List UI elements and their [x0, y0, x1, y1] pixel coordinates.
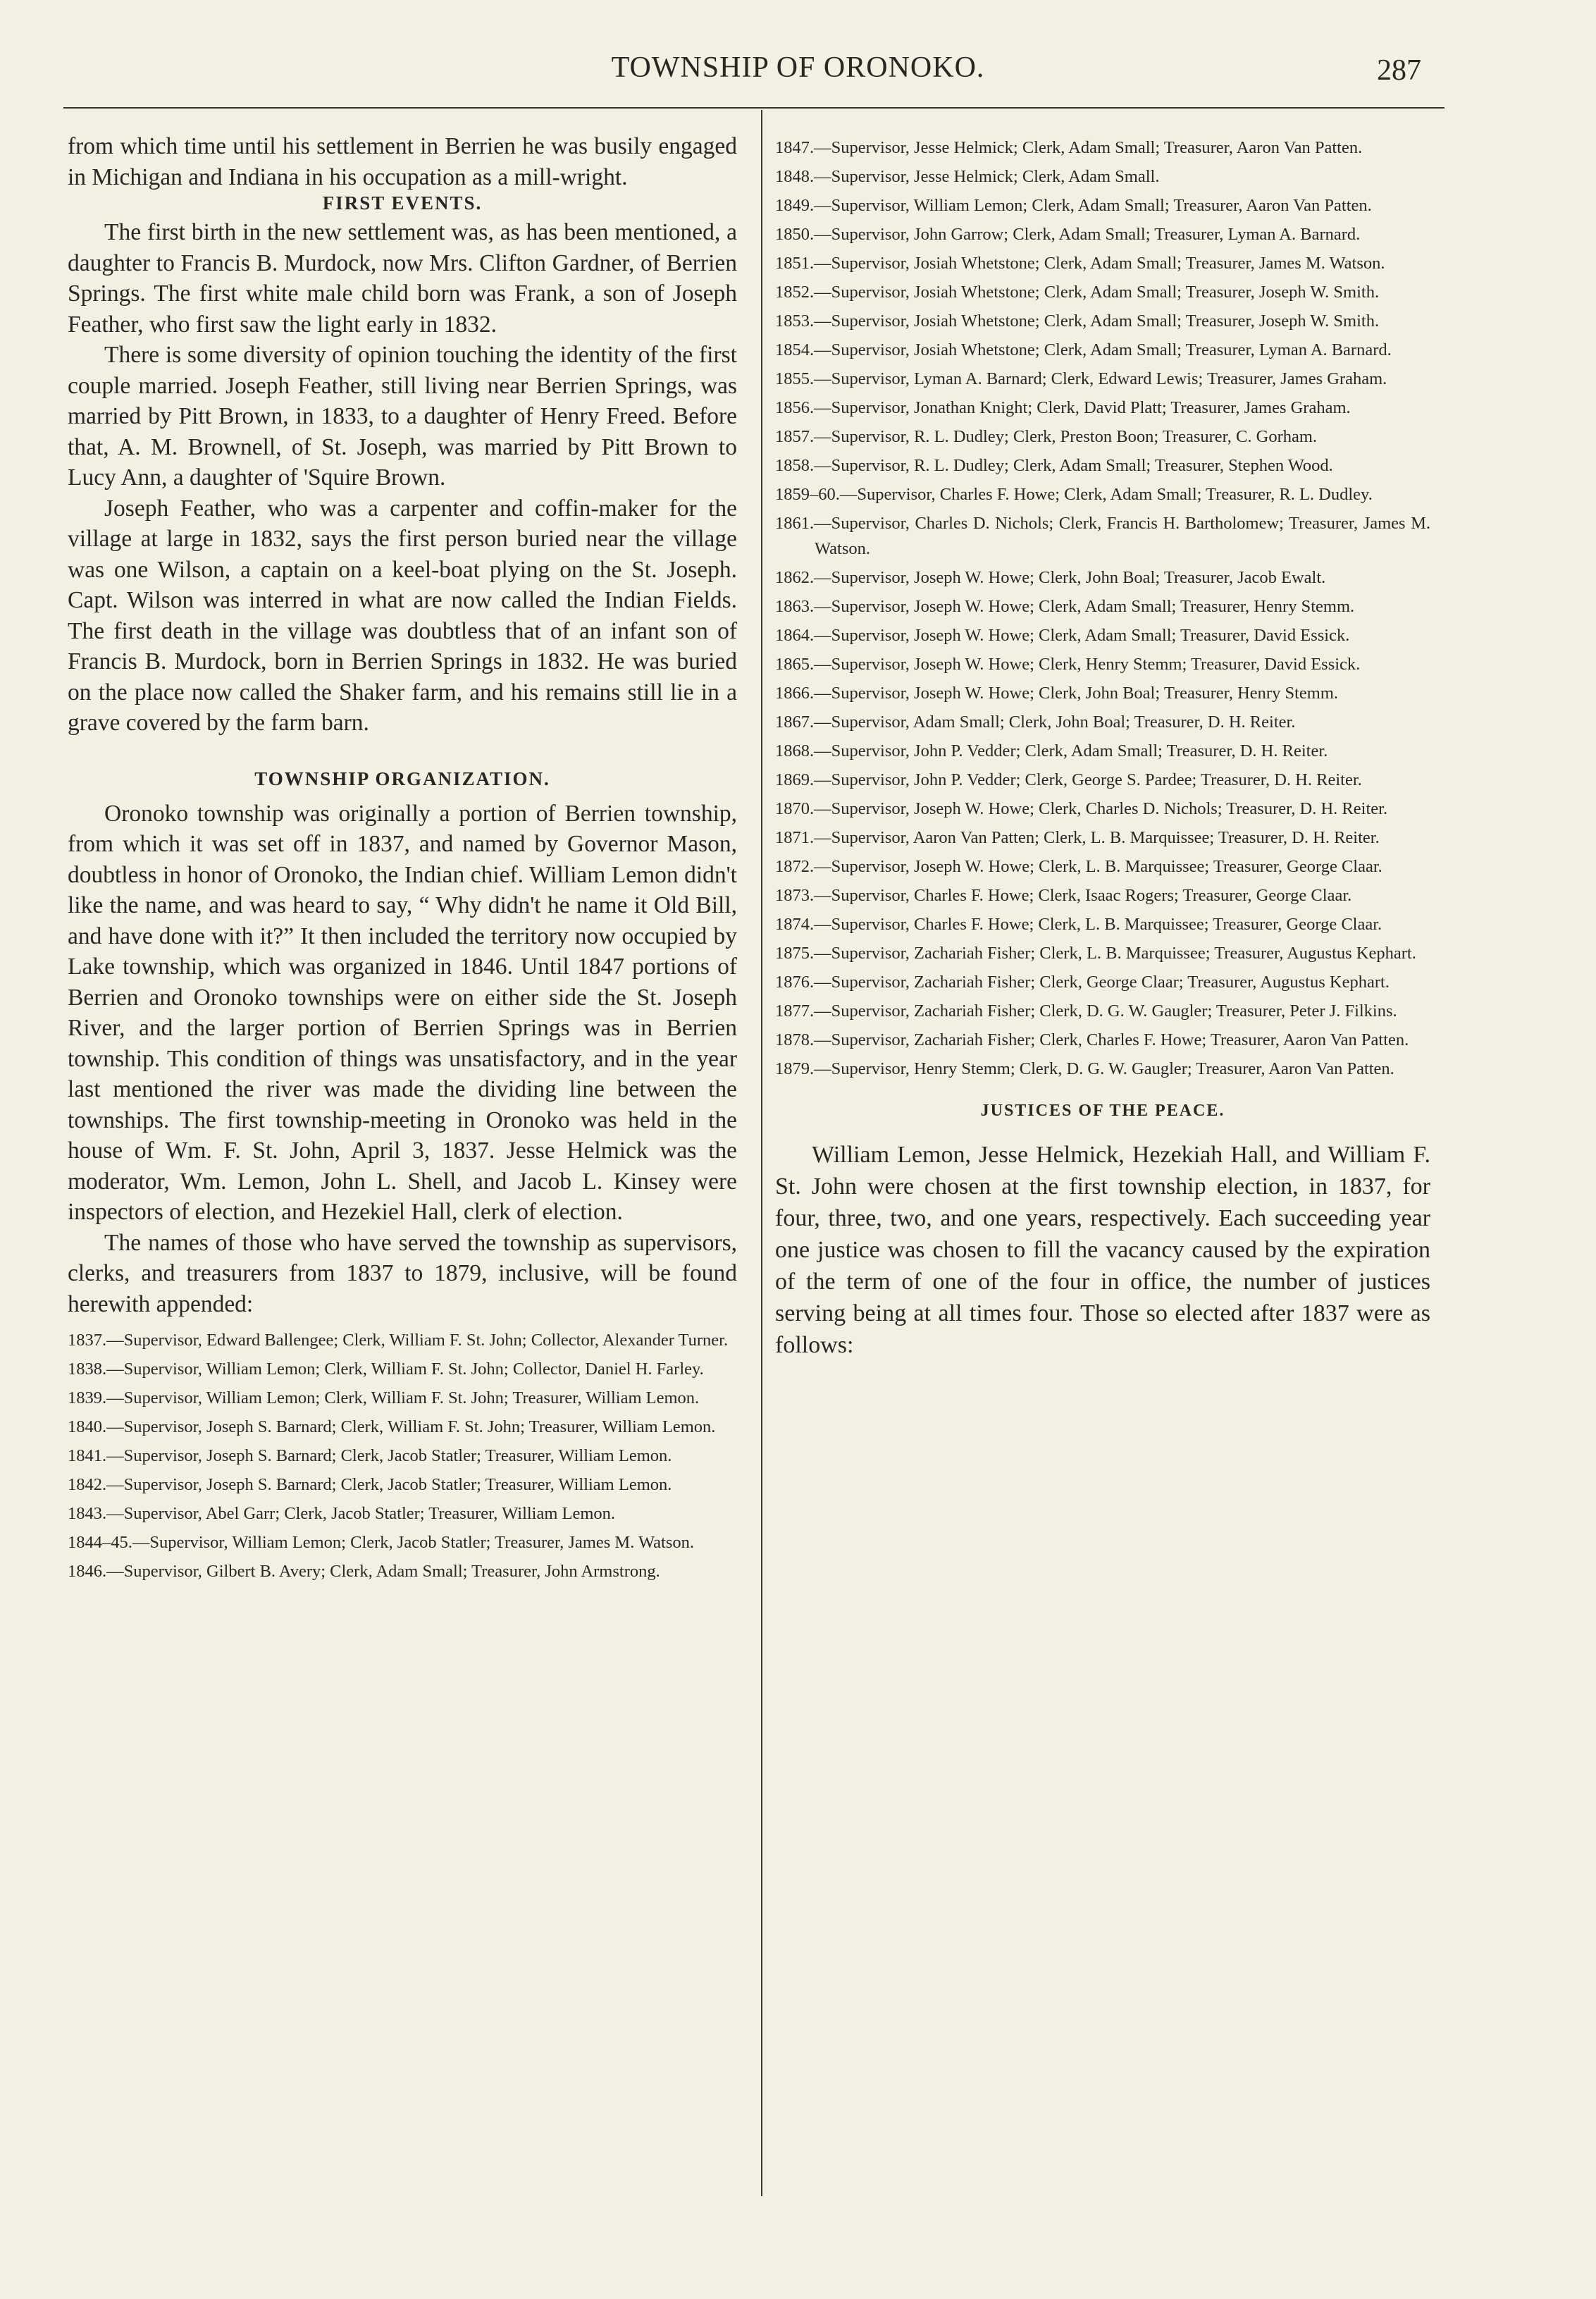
list-item: 1851.—Supervisor, Josiah Whetstone; Clerk, Adam Small; Treasurer, James M. Watson.: [775, 254, 1385, 273]
running-head: [0, 51, 1596, 100]
list-item: 1876.—Supervisor, Zachariah Fisher; Clerk, George Claar; Treasurer, Augustus Kephart.: [775, 973, 1390, 992]
list-item: 1862.—Supervisor, Joseph W. Howe; Clerk, John Boal; Treasurer, Jacob Ewalt.: [775, 568, 1326, 587]
list-item: 1837.—Supervisor, Edward Ballengee; Clerk, William F. St. John; Collector, Alexander Turner.: [68, 1331, 729, 1350]
paragraph: Joseph Feather, who was a carpenter and coffin-maker for the village at large in 1832, says the first person buried near the village was one Wilson, a captain on a keel-boat plying on the St. Joseph. Capt. Wilson was interred in what are now called the Indian Fields. The first death in the village was doubtless that of an infant son of Francis B. Murdock, born in Berrien Springs in 1832. He was buried on the place now called the Shaker farm, and his remains still lie in a grave covered by the farm barn.: [68, 495, 737, 736]
list-item: 1843.—Supervisor, Abel Garr; Clerk, Jacob Statler; Treasurer, William Lemon.: [68, 1504, 616, 1523]
list-item: 1838.—Supervisor, William Lemon; Clerk, William F. St. John; Collector, Daniel H. Farley.: [68, 1360, 704, 1379]
list-item: 1842.—Supervisor, Joseph S. Barnard; Clerk, Jacob Statler; Treasurer, William Lemon.: [68, 1475, 672, 1494]
list-item: 1859–60.—Supervisor, Charles F. Howe; Clerk, Adam Small; Treasurer, R. L. Dudley.: [775, 485, 1373, 504]
list-item: 1878.—Supervisor, Zachariah Fisher; Clerk, Charles F. Howe; Treasurer, Aaron Van Patten.: [775, 1030, 1409, 1049]
column-divider: [761, 110, 762, 2196]
list-item: 1847.—Supervisor, Jesse Helmick; Clerk, Adam Small; Treasurer, Aaron Van Patten.: [775, 138, 1363, 157]
list-item: 1840.—Supervisor, Joseph S. Barnard; Clerk, William F. St. John; Treasurer, William Lemon.: [68, 1417, 716, 1436]
paragraph: The names of those who have served the township as supervisors, clerks, and treasurers from 1837 to 1879, inclusive, will be found herewith appended:: [68, 1229, 737, 1317]
list-item: 1863.—Supervisor, Joseph W. Howe; Clerk, Adam Small; Treasurer, Henry Stemm.: [775, 597, 1355, 616]
list-item: 1867.—Supervisor, Adam Small; Clerk, John Boal; Treasurer, D. H. Reiter.: [775, 713, 1296, 732]
list-item: 1873.—Supervisor, Charles F. Howe; Clerk, Isaac Rogers; Treasurer, George Claar.: [775, 886, 1352, 905]
list-item: 1839.—Supervisor, William Lemon; Clerk, William F. St. John; Treasurer, William Lemon.: [68, 1388, 700, 1407]
list-item: 1846.—Supervisor, Gilbert B. Avery; Clerk, Adam Small; Treasurer, John Armstrong.: [68, 1562, 660, 1581]
list-item: 1856.—Supervisor, Jonathan Knight; Clerk, David Platt; Treasurer, James Graham.: [775, 398, 1351, 417]
page-number: 287: [1377, 54, 1421, 87]
officers-list-left: [68, 1328, 737, 1584]
list-item: 1857.—Supervisor, R. L. Dudley; Clerk, Preston Boon; Treasurer, C. Gorham.: [775, 427, 1318, 446]
list-item: 1841.—Supervisor, Joseph S. Barnard; Clerk, Jacob Statler; Treasurer, William Lemon.: [68, 1446, 672, 1465]
list-item: 1877.—Supervisor, Zachariah Fisher; Clerk, D. G. W. Gaugler; Treasurer, Peter J. Filkins.: [775, 1001, 1397, 1021]
list-item: 1853.—Supervisor, Josiah Whetstone; Clerk, Adam Small; Treasurer, Joseph W. Smith.: [775, 312, 1380, 331]
left-column: [68, 131, 737, 1588]
list-item: 1855.—Supervisor, Lyman A. Barnard; Clerk, Edward Lewis; Treasurer, James Graham.: [775, 369, 1387, 388]
list-item: 1854.—Supervisor, Josiah Whetstone; Clerk, Adam Small; Treasurer, Lyman A. Barnard.: [775, 340, 1392, 359]
first-events-heading: FIRST EVENTS.: [322, 192, 483, 214]
list-item: 1868.—Supervisor, John P. Vedder; Clerk, Adam Small; Treasurer, D. H. Reiter.: [775, 741, 1328, 760]
list-item: 1866.—Supervisor, Joseph W. Howe; Clerk, John Boal; Treasurer, Henry Stemm.: [775, 684, 1339, 703]
list-item: 1864.—Supervisor, Joseph W. Howe; Clerk, Adam Small; Treasurer, David Essick.: [775, 626, 1350, 645]
list-item: 1849.—Supervisor, William Lemon; Clerk, Adam Small; Treasurer, Aaron Van Patten.: [775, 196, 1372, 215]
list-item: 1872.—Supervisor, Joseph W. Howe; Clerk, L. B. Marquissee; Treasurer, George Claar.: [775, 857, 1382, 876]
paragraph: Oronoko township was originally a portion of Berrien township, from which it was set off in 1837, and named by Governor Mason, doubtless in honor of Oronoko, the Indian chief. William Lemon didn't like the name, and was heard to say, “ Why didn't he name it Old Bill, and have done with it?” It then included the territory now occupied by Lake township, which was organized in 1846. Until 1847 portions of Berrien and Oronoko townships were on either side the St. Joseph River, and the larger portion of Berrien Springs was in Berrien township. This condition of things was unsatisfactory, and in the year last mentioned the river was made the dividing line between the townships. The first township-meeting in Oronoko was held in the house of Wm. F. St. John, April 3, 1837. Jesse Helmick was the moderator, Wm. Lemon, John L. Shell, and Jacob L. Kinsey were inspectors of election, and Hezekiel Hall, clerk of election.: [68, 800, 737, 1225]
list-item: 1848.—Supervisor, Jesse Helmick; Clerk, Adam Small.: [775, 167, 1160, 186]
right-column: [775, 135, 1430, 1361]
list-item: 1869.—Supervisor, John P. Vedder; Clerk, George S. Pardee; Treasurer, D. H. Reiter.: [775, 770, 1362, 789]
list-item: 1865.—Supervisor, Joseph W. Howe; Clerk, Henry Stemm; Treasurer, David Essick.: [775, 655, 1361, 674]
list-item: 1861.—Supervisor, Charles D. Nichols; Clerk, Francis H. Bartholomew; Treasurer, James M. Watson.: [775, 514, 1430, 558]
justices-paragraph: William Lemon, Jesse Helmick, Hezekiah Hall, and William F. St. John were chosen at the first township election, in 1837, for four, three, two, and one years, respectively. Each succeeding year one justice was chosen to fill the vacancy caused by the expiration of the term of one of the four in office, the number of justices serving being at all times four. Those so elected after 1837 were as follows:: [775, 1142, 1430, 1358]
intro-paragraph: from which time until his settlement in Berrien he was busily engaged in Michigan and Indiana in his occupation as a mill-wright.: [68, 133, 737, 190]
header-rule: [63, 107, 1445, 109]
list-item: 1871.—Supervisor, Aaron Van Patten; Clerk, L. B. Marquissee; Treasurer, D. H. Reiter.: [775, 828, 1380, 847]
list-item: 1875.—Supervisor, Zachariah Fisher; Clerk, L. B. Marquissee; Treasurer, Augustus Kephart.: [775, 944, 1416, 963]
paragraph: There is some diversity of opinion touching the identity of the first couple married. Joseph Feather, still living near Berrien Springs, was married by Pitt Brown, in 1833, to a daughter of Henry Freed. Before that, A. M. Brownell, of St. Joseph, was married by Pitt Brown to Lucy Ann, a daughter of 'Squire Brown.: [68, 342, 737, 491]
page-title: TOWNSHIP OF ORONOKO.: [611, 51, 985, 84]
list-item: 1858.—Supervisor, R. L. Dudley; Clerk, Adam Small; Treasurer, Stephen Wood.: [775, 456, 1333, 475]
list-item: 1850.—Supervisor, John Garrow; Clerk, Adam Small; Treasurer, Lyman A. Barnard.: [775, 225, 1361, 244]
list-item: 1844–45.—Supervisor, William Lemon; Clerk, Jacob Statler; Treasurer, James M. Watson.: [68, 1533, 694, 1552]
list-item: 1879.—Supervisor, Henry Stemm; Clerk, D. G. W. Gaugler; Treasurer, Aaron Van Patten.: [775, 1059, 1394, 1078]
justices-heading: JUSTICES OF THE PEACE.: [980, 1102, 1225, 1120]
officers-list-right: [775, 135, 1430, 1082]
organization-heading: TOWNSHIP ORGANIZATION.: [254, 768, 550, 789]
list-item: 1852.—Supervisor, Josiah Whetstone; Clerk, Adam Small; Treasurer, Joseph W. Smith.: [775, 283, 1380, 302]
paragraph: The first birth in the new settlement was, as has been mentioned, a daughter to Francis B. Murdock, now Mrs. Clifton Gardner, of Berrien Springs. The first white male child born was Frank, a son of Joseph Feather, who first saw the light early in 1832.: [68, 219, 737, 338]
list-item: 1870.—Supervisor, Joseph W. Howe; Clerk, Charles D. Nichols; Treasurer, D. H. Reiter.: [775, 799, 1388, 818]
list-item: 1874.—Supervisor, Charles F. Howe; Clerk, L. B. Marquissee; Treasurer, George Claar.: [775, 915, 1382, 934]
